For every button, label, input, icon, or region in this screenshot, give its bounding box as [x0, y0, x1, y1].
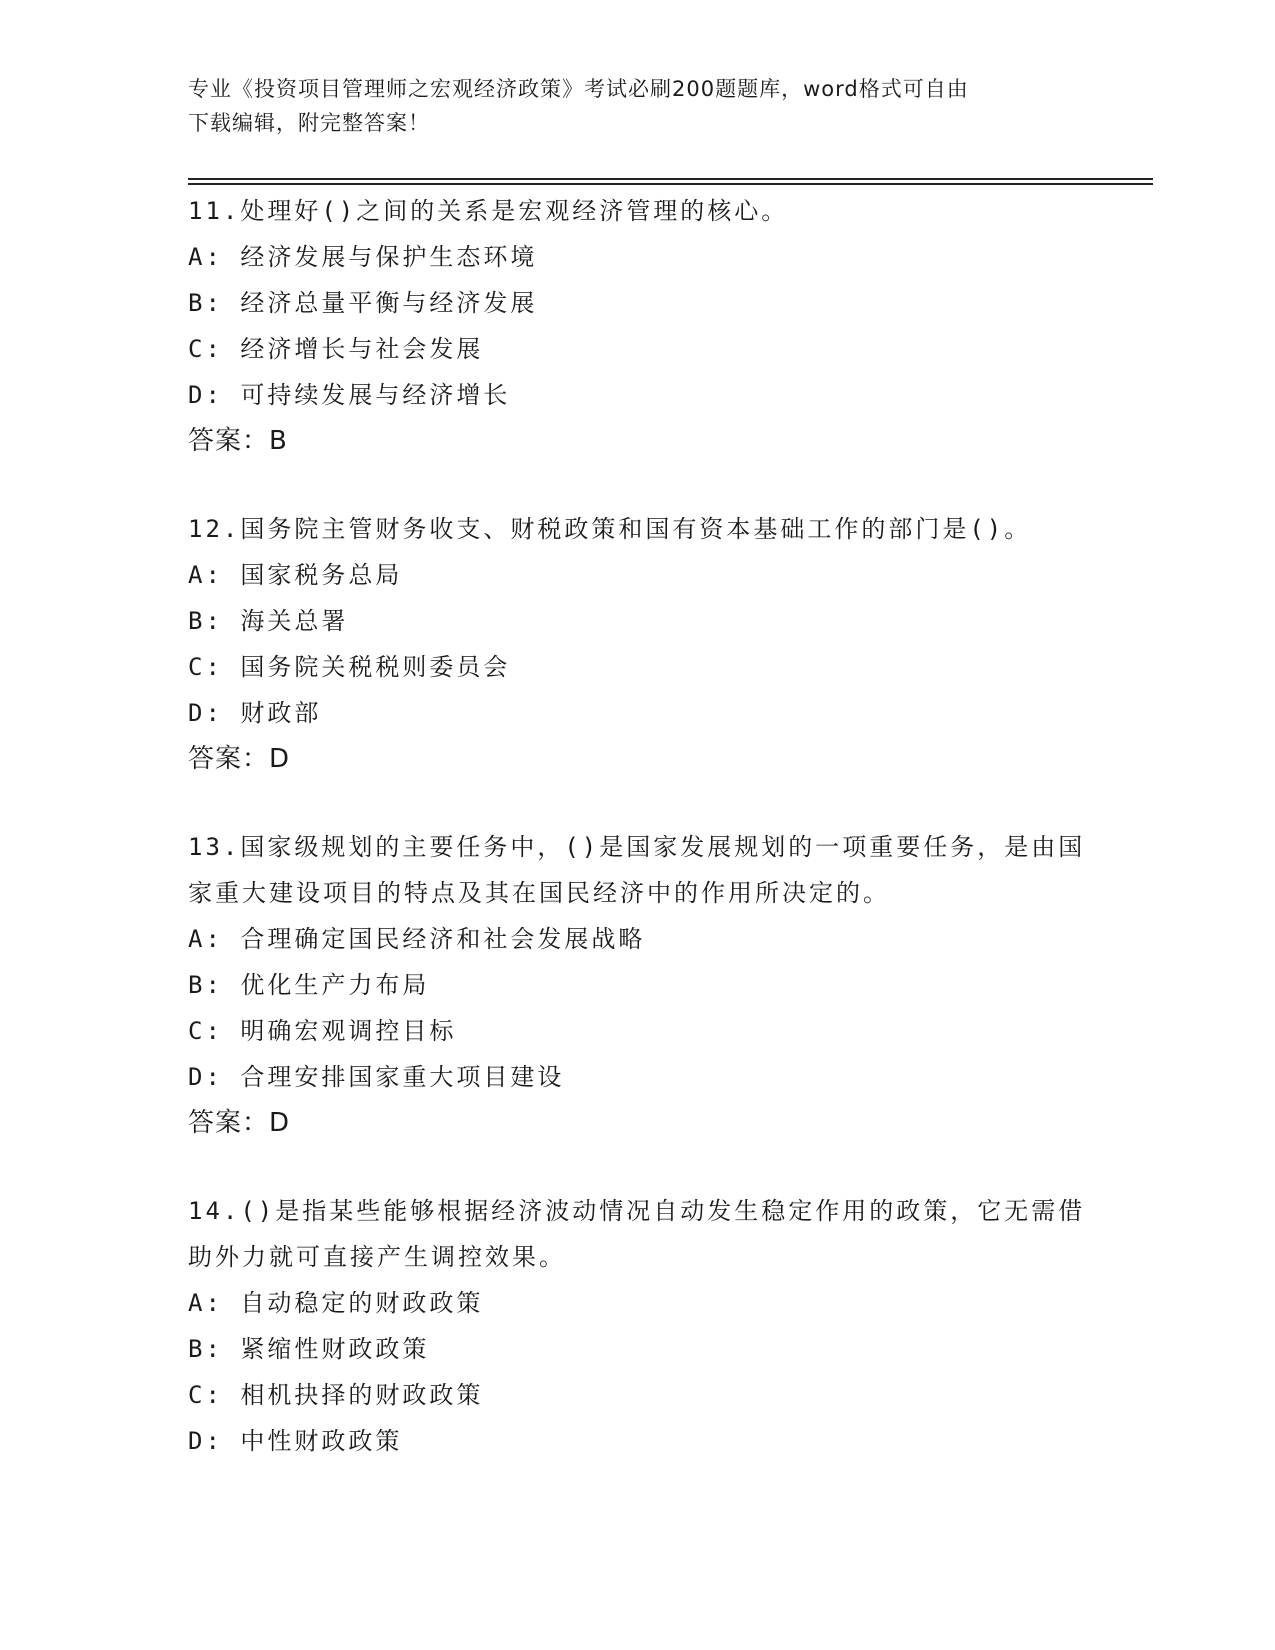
- answer-line: 答案：B: [188, 426, 288, 456]
- header-line-2: 下载编辑，附完整答案！: [188, 111, 430, 135]
- option-c: C: 明确宏观调控目标: [188, 1017, 457, 1045]
- option-a: A: 经济发展与保护生态环境: [188, 243, 538, 271]
- option-c: C: 国务院关税税则委员会: [188, 653, 511, 681]
- option-d: D: 财政部: [188, 699, 322, 727]
- option-a: A: 合理确定国民经济和社会发展战略: [188, 925, 646, 953]
- question-12: [188, 506, 1088, 782]
- option-a: A: 自动稳定的财政政策: [188, 1289, 484, 1317]
- option-a: A: 国家税务总局: [188, 561, 403, 589]
- header-line-1: 专业《投资项目管理师之宏观经济政策》考试必刷200题题库，word格式可自由: [188, 77, 969, 101]
- question-11: [188, 188, 1088, 464]
- answer-line: 答案：D: [188, 744, 291, 774]
- document-header: [188, 72, 1088, 140]
- option-b: B: 海关总署: [188, 607, 349, 635]
- header-divider-bottom: [188, 183, 1153, 185]
- option-b: B: 紧缩性财政政策: [188, 1335, 430, 1363]
- question-14: [188, 1188, 1088, 1464]
- header-divider-top: [188, 178, 1153, 180]
- question-stem: 14.()是指某些能够根据经济波动情况自动发生稳定作用的政策，它无需借助外力就可直接产生调控效果。: [188, 1197, 1086, 1271]
- question-list: [188, 188, 1088, 1506]
- option-d: D: 合理安排国家重大项目建设: [188, 1063, 565, 1091]
- option-d: D: 中性财政政策: [188, 1427, 403, 1455]
- question-stem: 12.国务院主管财务收支、财税政策和国有资本基础工作的部门是()。: [188, 515, 1032, 543]
- option-b: B: 经济总量平衡与经济发展: [188, 289, 538, 317]
- question-13: [188, 824, 1088, 1146]
- option-b: B: 优化生产力布局: [188, 971, 430, 999]
- option-c: C: 相机抉择的财政政策: [188, 1381, 484, 1409]
- question-stem: 13.国家级规划的主要任务中，()是国家发展规划的一项重要任务，是由国家重大建设项目的特点及其在国民经济中的作用所决定的。: [188, 833, 1086, 907]
- answer-line: 答案：D: [188, 1108, 291, 1138]
- question-stem: 11.处理好()之间的关系是宏观经济管理的核心。: [188, 197, 789, 225]
- option-d: D: 可持续发展与经济增长: [188, 381, 511, 409]
- option-c: C: 经济增长与社会发展: [188, 335, 484, 363]
